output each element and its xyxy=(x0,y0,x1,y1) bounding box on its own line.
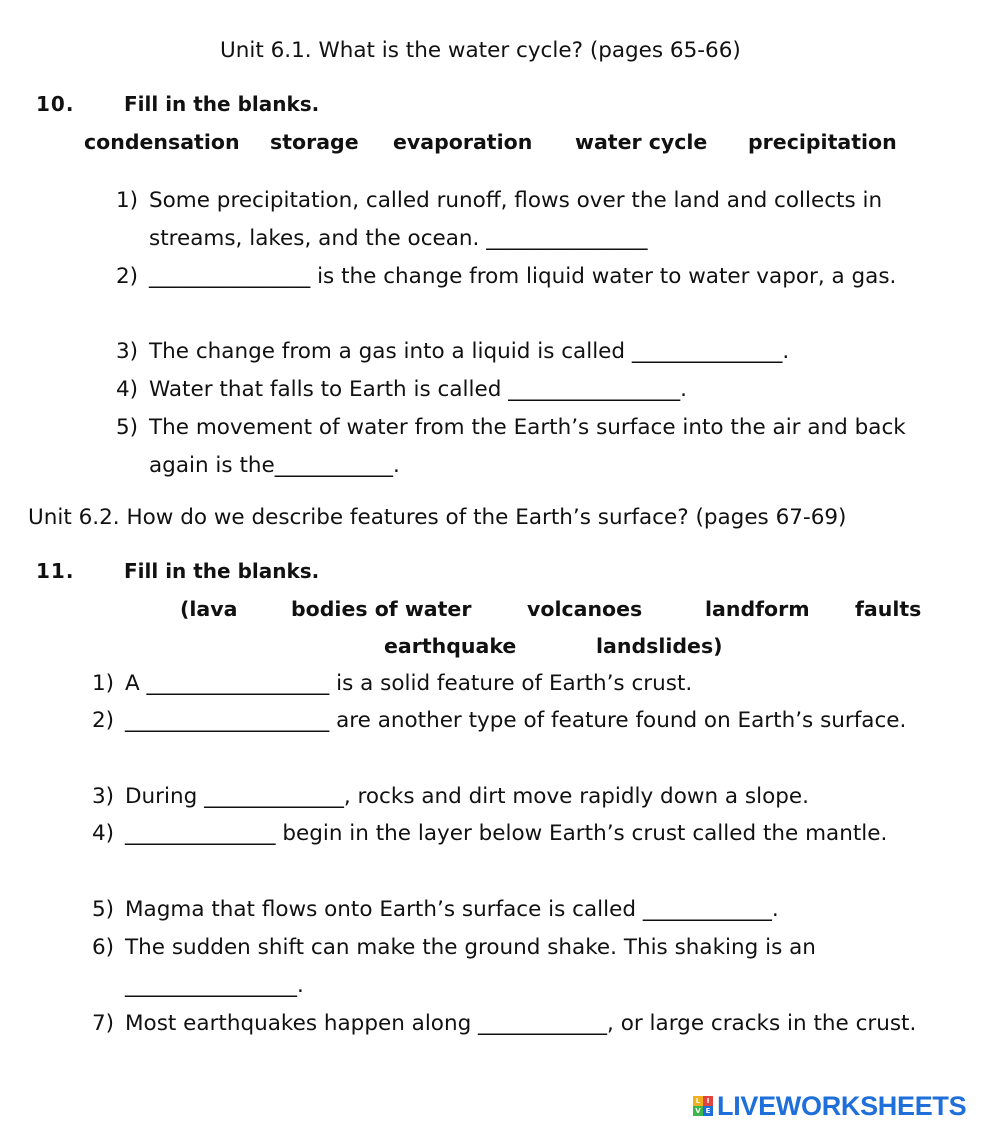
question-text: Water that falls to Earth is called ________________. xyxy=(149,377,688,402)
logo-mark-letter: E xyxy=(703,1106,713,1116)
exercise-11-number: 11. xyxy=(36,559,75,583)
word-bank-item: earthquake xyxy=(384,634,517,658)
exercise-10-number: 10. xyxy=(36,92,75,116)
word-bank-item: precipitation xyxy=(748,130,897,154)
question-number: 1) xyxy=(92,671,115,696)
question-text: Magma that flows onto Earth’s surface is called ____________. xyxy=(125,897,779,922)
question-text: The sudden shift can make the ground shake. This shaking is an ________________. xyxy=(125,935,816,998)
question-item xyxy=(116,371,954,409)
word-bank-item: storage xyxy=(270,130,359,154)
logo-mark-letter: I xyxy=(703,1096,713,1106)
word-bank-item: faults xyxy=(855,597,922,621)
word-bank-item: (lava xyxy=(180,597,238,621)
exercise-11-title: Fill in the blanks. xyxy=(124,559,320,583)
question-number: 3) xyxy=(116,339,139,364)
question-item xyxy=(92,778,954,816)
question-number: 3) xyxy=(92,784,115,809)
word-bank-item: evaporation xyxy=(393,130,533,154)
question-number: 5) xyxy=(116,415,139,440)
question-text: During _____________, rocks and dirt move rapidly down a slope. xyxy=(125,784,809,809)
question-number: 1) xyxy=(116,188,139,213)
word-bank-item: bodies of water xyxy=(291,597,472,621)
question-item xyxy=(92,815,954,853)
question-item xyxy=(92,891,954,929)
question-number: 2) xyxy=(92,708,115,733)
unit-6-1-heading: Unit 6.1. What is the water cycle? (pages 65-66) xyxy=(220,38,741,63)
question-number: 5) xyxy=(92,897,115,922)
question-text: _______________ is the change from liquid water to water vapor, a gas. xyxy=(149,264,897,289)
question-item xyxy=(92,665,954,703)
question-text: ______________ begin in the layer below Earth’s crust called the mantle. xyxy=(125,821,888,846)
question-text: ___________________ are another type of feature found on Earth’s surface. xyxy=(125,708,907,733)
liveworksheets-logo xyxy=(693,1092,966,1120)
question-text: The change from a gas into a liquid is called ______________. xyxy=(149,339,790,364)
word-bank-item: water cycle xyxy=(575,130,708,154)
liveworksheets-logo-text: LIVEWORKSHEETS xyxy=(717,1090,967,1121)
word-bank-item: landslides) xyxy=(596,634,723,658)
question-text: Most earthquakes happen along ____________, or large cracks in the crust. xyxy=(125,1011,917,1036)
question-item xyxy=(116,258,954,296)
question-number: 2) xyxy=(116,264,139,289)
question-number: 4) xyxy=(116,377,139,402)
logo-mark-letter: L xyxy=(693,1096,703,1106)
question-text: A _________________ is a solid feature of Earth’s crust. xyxy=(125,671,693,696)
question-text: The movement of water from the Earth’s surface into the air and back again is the___________. xyxy=(149,415,913,478)
word-bank-item: landform xyxy=(705,597,810,621)
word-bank-item: condensation xyxy=(84,130,240,154)
question-number: 4) xyxy=(92,821,115,846)
question-item xyxy=(92,1005,954,1043)
question-number: 7) xyxy=(92,1011,115,1036)
logo-mark-letter: V xyxy=(693,1106,703,1116)
question-number: 6) xyxy=(92,935,115,960)
liveworksheets-logo-icon xyxy=(693,1096,713,1116)
question-item xyxy=(116,333,954,371)
unit-6-2-heading: Unit 6.2. How do we describe features of the Earth’s surface? (pages 67-69) xyxy=(28,505,847,530)
question-text: Some precipitation, called runoff, flows over the land and collects in streams, lakes, and the ocean. _______________ xyxy=(149,188,889,251)
question-item xyxy=(92,929,954,1005)
question-item xyxy=(116,409,954,485)
question-item xyxy=(116,182,954,258)
question-item xyxy=(92,702,954,740)
word-bank-item: volcanoes xyxy=(527,597,643,621)
exercise-10-title: Fill in the blanks. xyxy=(124,92,320,116)
